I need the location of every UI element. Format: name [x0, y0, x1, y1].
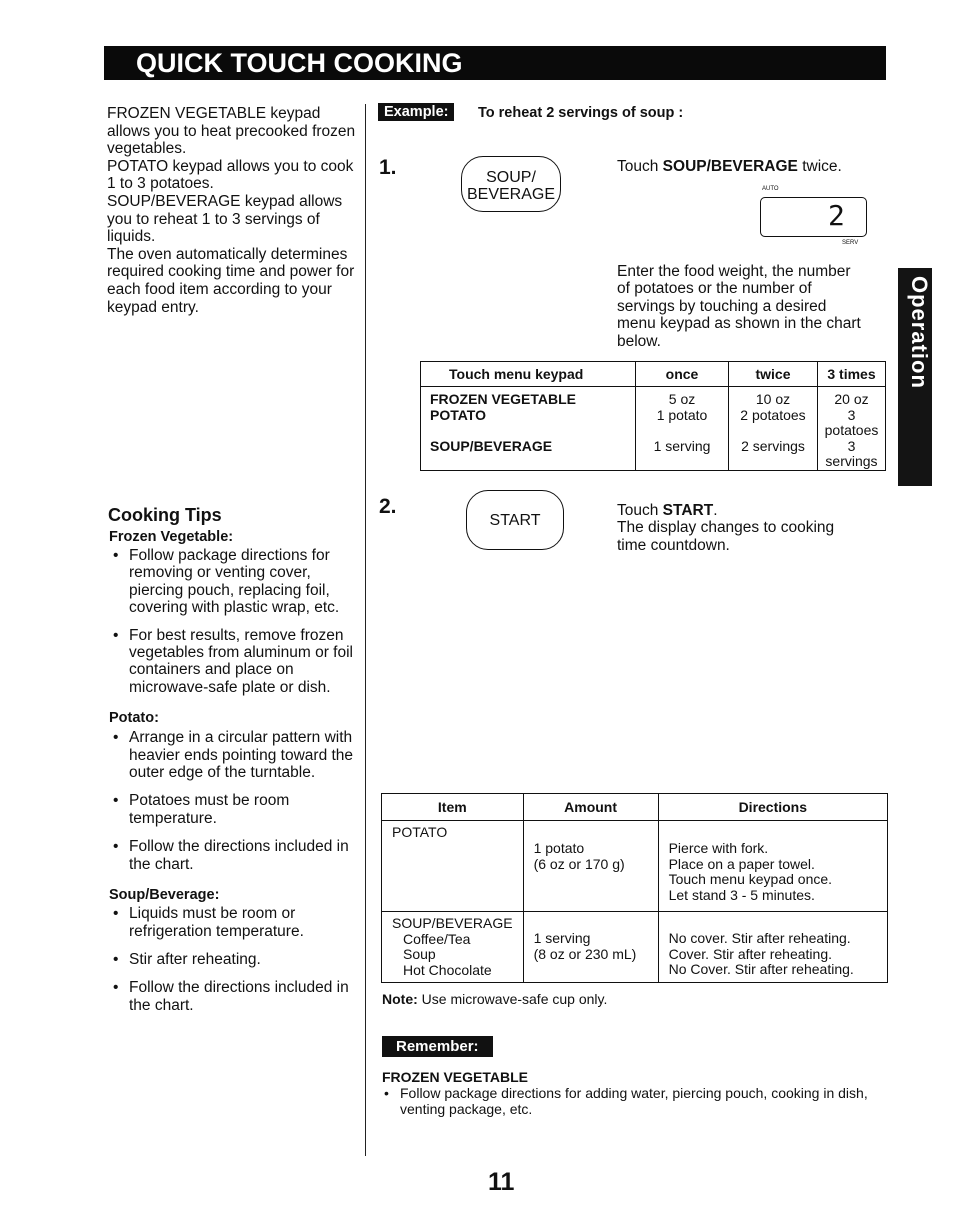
instr-text: Touch — [617, 502, 663, 519]
note-label: Note: — [382, 991, 418, 1007]
cooking-tips-heading: Cooking Tips — [108, 505, 222, 525]
step-2-number: 2. — [379, 495, 397, 518]
cooking-tips — [109, 529, 354, 1014]
item-name: SOUP/BEVERAGE — [392, 915, 513, 931]
table-cell: 5 oz — [636, 387, 729, 408]
display-value: 2 — [828, 199, 845, 232]
instr-keyword: SOUP/BEVERAGE — [662, 158, 798, 175]
table-cell: 3 servings — [825, 437, 878, 469]
table-cell: 2 servings — [729, 439, 818, 471]
amount-line: 1 serving — [533, 930, 591, 946]
tip-item: • Potatoes must be room temperature. — [109, 792, 354, 827]
table-cell — [658, 821, 887, 912]
key-label: START — [489, 512, 541, 529]
display-serv-indicator: SERV — [842, 240, 859, 246]
amount-line: 1 potato — [533, 840, 585, 856]
remember-label: Remember: — [382, 1036, 493, 1057]
note-text: Use microwave-safe cup only. — [417, 991, 608, 1007]
tip-item: • Follow the directions included in the chart. — [109, 838, 354, 873]
bullet-icon: • — [384, 1085, 389, 1101]
key-label: BEVERAGE — [466, 186, 556, 203]
table-row — [382, 821, 888, 912]
table-header: Directions — [658, 794, 887, 821]
direction-line: Touch menu keypad once. — [668, 871, 833, 887]
direction-line: No cover. Stir after reheating. — [668, 930, 851, 946]
table-cell: 10 oz — [729, 387, 818, 408]
direction-line: Place on a paper towel. — [668, 855, 815, 872]
table-cell: POTATO — [382, 821, 524, 912]
step-1-number: 1. — [379, 156, 397, 179]
direction-line: No Cover. Stir after reheating. — [668, 961, 854, 977]
table-row — [421, 387, 886, 408]
operation-side-tab — [898, 268, 932, 486]
table-row — [421, 408, 886, 439]
table-row — [382, 912, 888, 983]
table-cell — [658, 912, 887, 983]
step-1-instruction — [617, 158, 842, 175]
example-title: To reheat 2 servings of soup : — [478, 105, 684, 121]
instr-text: twice. — [797, 158, 842, 175]
menu-keypad-table — [420, 361, 886, 471]
page-number: 11 — [488, 1168, 515, 1196]
amount-line: (6 oz or 170 g) — [533, 855, 625, 872]
table-cell: 1 serving — [636, 439, 729, 471]
intro-paragraph: The oven automatically determines required cooking time and power for each food item according to your keypad entry. — [107, 245, 355, 316]
soup-beverage-key — [461, 156, 561, 212]
subitem: Hot Chocolate — [403, 961, 492, 978]
table-cell — [523, 912, 658, 983]
step-1-text: Enter the food weight, the number of potatoes or the number of servings by touching a desired menu keypad as shown in the chart below. — [617, 263, 861, 350]
intro-paragraph: SOUP/BEVERAGE keypad allows you to reheat 1 to 3 servings of liquids. — [107, 192, 343, 246]
table-header: Item — [382, 794, 524, 821]
direction-line: Pierce with fork. — [668, 840, 769, 856]
table-header: Amount — [523, 794, 658, 821]
table-cell — [382, 912, 524, 983]
item-table — [381, 793, 888, 983]
lcd-display — [760, 197, 867, 237]
table-header: twice — [729, 362, 818, 387]
step-2-instruction — [617, 502, 867, 554]
subitem: Soup — [403, 946, 436, 962]
soup-beverage-heading: Soup/Beverage: — [109, 887, 220, 904]
remember-item — [382, 1085, 882, 1117]
table-cell: 20 oz — [834, 391, 869, 407]
direction-line: Let stand 3 - 5 minutes. — [668, 886, 815, 903]
table-cell: SOUP/BEVERAGE — [421, 439, 636, 471]
table-cell: FROZEN VEGETABLE — [421, 387, 636, 408]
key-label: SOUP/ — [486, 169, 536, 186]
frozen-vegetable-heading: Frozen Vegetable: — [109, 529, 234, 545]
remember-heading: FROZEN VEGETABLE — [382, 1069, 528, 1085]
table-cell: 2 potatoes — [729, 408, 818, 439]
table-header: Touch menu keypad — [421, 362, 636, 387]
instr-keyword: START — [662, 502, 714, 519]
amount-line: (8 oz or 230 mL) — [533, 945, 637, 962]
note — [382, 991, 607, 1007]
table-cell: POTATO — [421, 408, 636, 439]
table-header: once — [636, 362, 729, 387]
step-2-text: The display changes to cooking time countdown. — [617, 519, 835, 554]
tip-item: • Stir after reheating. — [109, 951, 354, 968]
display-auto-indicator: AUTO — [762, 186, 779, 192]
start-key — [466, 490, 564, 550]
header-bar — [104, 46, 886, 80]
intro-paragraph: POTATO keypad allows you to cook 1 to 3 potatoes. — [107, 157, 354, 193]
subitem: Coffee/Tea — [403, 930, 471, 947]
table-cell — [523, 821, 658, 912]
column-divider — [365, 104, 366, 1156]
instr-text: . — [713, 502, 718, 519]
tip-item: • For best results, remove frozen vegetables from aluminum or foil containers and place on microwave-safe plate or dish. — [109, 627, 354, 697]
table-cell: 1 potato — [636, 408, 729, 439]
table-row — [421, 439, 886, 471]
tip-item: • Liquids must be room or refrigeration temperature. — [109, 905, 354, 940]
page-title: QUICK TOUCH COOKING — [136, 48, 463, 78]
instr-text: Touch — [617, 158, 663, 175]
table-header: 3 times — [818, 362, 886, 387]
tip-item: • Follow the directions included in the chart. — [109, 979, 354, 1014]
side-tab-label: Operation — [907, 276, 932, 389]
intro-text — [107, 105, 357, 316]
example-label: Example: — [378, 103, 454, 121]
direction-line: Cover. Stir after reheating. — [668, 945, 833, 962]
remember-text: Follow package directions for adding water, piercing pouch, cooking in dish, venting package, etc. — [400, 1085, 868, 1117]
tip-item: • Arrange in a circular pattern with heavier ends pointing toward the outer edge of the turntable. — [109, 729, 354, 781]
tip-item: • Follow package directions for removing or venting cover, piercing pouch, replacing foil, covering with plastic wrap, etc. — [109, 547, 354, 617]
potato-heading: Potato: — [109, 710, 159, 727]
intro-paragraph: FROZEN VEGETABLE keypad allows you to heat precooked frozen vegetables. — [107, 105, 356, 158]
table-cell: 3 potatoes — [824, 406, 879, 438]
